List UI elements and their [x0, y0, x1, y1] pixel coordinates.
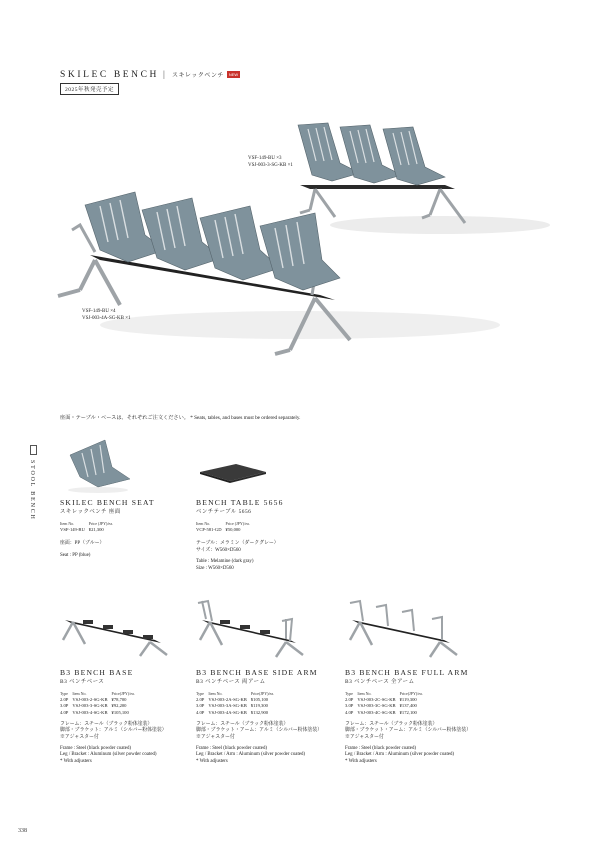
- price-table: [60, 521, 117, 533]
- type: 3.0P: [196, 703, 205, 709]
- price: ¥105,100: [250, 697, 269, 703]
- item-number: VSJ-003-3C-SG-KB: [357, 703, 396, 709]
- title-en: SKILEC BENCH: [60, 70, 160, 80]
- product-bench-seat: [60, 498, 185, 559]
- price: ¥78,700: [111, 697, 127, 703]
- hero-bench-4-seat-image: [50, 180, 490, 360]
- column-header: Type: [60, 691, 68, 696]
- side-marker: [30, 445, 37, 455]
- column-header: Item No.: [196, 521, 211, 526]
- material-en: Seat : PP (blue): [60, 552, 91, 558]
- b3-bench-base-image: [55, 600, 175, 660]
- material-en: * With adjusters: [345, 758, 377, 764]
- product-subtitle: B3 ベンチベース 両アーム: [196, 679, 266, 685]
- type: 3.0P: [60, 703, 69, 709]
- column-header: Price(JPY)/ea.: [250, 691, 275, 696]
- price-table: [345, 691, 427, 716]
- product-subtitle: スキレックベンチ 座面: [60, 509, 121, 515]
- product-title: BENCH TABLE 5656: [196, 498, 284, 507]
- material-jp: ※アジャスター付: [345, 734, 384, 740]
- type: 4.0P: [60, 709, 69, 715]
- material-jp: フレーム：スチール（ブラック粉体塗装）: [60, 721, 153, 727]
- material-jp: 座面：PP（ブルー）: [60, 541, 105, 547]
- price: ¥119,300: [250, 703, 268, 709]
- new-badge: NEW: [228, 72, 239, 78]
- caption-line: VSJ-003-4A-SG-KB ×1: [82, 315, 131, 321]
- type: 2.0P: [60, 697, 69, 703]
- material-jp: フレーム：スチール（ブラック粉体塗装）: [345, 721, 438, 727]
- b3-bench-base-full-arm-image: [340, 595, 465, 660]
- material-en: Frame : Steel (black powder coated): [60, 746, 132, 752]
- column-header: Price (JPY)/ea.: [88, 521, 113, 526]
- product-title: SKILEC BENCH SEAT: [60, 498, 155, 507]
- product-subtitle: ベンチテーブル 5656: [196, 509, 252, 515]
- price: ¥137,400: [399, 703, 417, 709]
- item-number: VSJ-003-4C-SG-KB: [357, 709, 396, 715]
- caption-line: VSJ-003-3-SG-KB ×1: [248, 162, 293, 168]
- material-en: * With adjusters: [60, 758, 92, 764]
- material-en: Table : Melamine (dark gray): [196, 559, 254, 565]
- type: 4.0P: [196, 709, 205, 715]
- item-number: VCP-581-GD: [196, 527, 222, 533]
- caption-line: VSF-149-BU ×4: [82, 309, 116, 314]
- type: 3.0P: [345, 703, 354, 709]
- price: ¥50,000: [225, 527, 241, 533]
- table-row: [60, 710, 139, 716]
- type: 4.0P: [345, 709, 354, 715]
- price-table: [196, 691, 278, 716]
- material-jp: 脚部・ブラケット・アーム：アルミ（シルバー粉体塗装）: [345, 728, 472, 734]
- product-bench-table: [196, 498, 336, 572]
- seats: [85, 192, 340, 290]
- item-number: VSJ-003-2-SG-KB: [72, 697, 108, 703]
- price-table: [60, 691, 139, 716]
- column-header: Price(JPY)/ea.: [399, 691, 423, 696]
- column-header: Price(JPY)/ea.: [111, 691, 135, 696]
- title-separator: |: [163, 70, 165, 80]
- product-subtitle: B3 ベンチベース: [60, 679, 105, 685]
- item-number: VSF-149-BU: [60, 527, 85, 533]
- page-number: 338: [18, 828, 27, 834]
- item-number: VSJ-003-4A-SG-KB: [208, 709, 247, 715]
- material-en: Frame : Steel (black powder coated): [196, 746, 268, 752]
- b3-bench-base-side-arm-image: [190, 595, 310, 660]
- product-title: B3 BENCH BASE: [60, 668, 134, 677]
- column-header: Item No.: [60, 521, 75, 526]
- item-number: VSJ-003-3-SG-KB: [72, 703, 108, 709]
- caption-line: VSF-149-BU ×3: [248, 156, 282, 161]
- type: 2.0P: [345, 697, 354, 703]
- table-row: [345, 710, 427, 716]
- column-header: Type: [196, 691, 204, 696]
- price: ¥132,900: [250, 709, 269, 715]
- price-table: [196, 521, 254, 533]
- price: ¥21,300: [88, 527, 104, 533]
- title-jp: スキレックベンチ: [171, 73, 224, 79]
- price: ¥119,300: [399, 697, 417, 703]
- item-number: VSJ-003-2C-SG-KB: [357, 697, 396, 703]
- item-number: VSJ-003-3A-SG-KB: [208, 703, 247, 709]
- material-en: Leg / Bracket / Arm : Aluminum (silver powder coated): [196, 752, 306, 758]
- table-row: [196, 703, 278, 709]
- column-header: Item No.: [357, 691, 372, 696]
- product-title: B3 BENCH BASE SIDE ARM: [196, 668, 318, 677]
- material-jp: 脚部・ブラケット・アーム：アルミ（シルバー粉体塗装）: [196, 728, 323, 734]
- column-header: Price (JPY)/ea.: [225, 521, 250, 526]
- material-jp: ※アジャスター付: [60, 734, 99, 740]
- material-en: * With adjusters: [196, 758, 228, 764]
- type: 2.0P: [196, 697, 205, 703]
- product-b3-bench-base: [60, 668, 195, 765]
- column-header: Item No.: [208, 691, 223, 696]
- column-header: Type: [345, 691, 353, 696]
- item-number: VSJ-003-4-SG-KB: [72, 709, 108, 715]
- material-jp: ※アジャスター付: [196, 734, 235, 740]
- item-number: VSJ-003-2A-SG-KB: [208, 697, 247, 703]
- page-title: [60, 70, 240, 80]
- product-title: B3 BENCH BASE FULL ARM: [345, 668, 469, 677]
- bench-seat-image: [60, 435, 135, 495]
- side-category-label: STOOL BENCH: [29, 460, 35, 521]
- price: ¥172,100: [399, 709, 417, 715]
- product-b3-bench-base-side-arm: [196, 668, 341, 765]
- hero-caption-upper: [248, 156, 293, 169]
- column-header: Item No.: [72, 691, 87, 696]
- material-jp: フレーム：スチール（ブラック粉体塗装）: [196, 721, 289, 727]
- order-note: 座面・テーブル・ベースは、それぞれご注文ください。 * Seats, tables, and bases must be ordered separately.: [60, 415, 301, 421]
- material-en: Leg / Bracket : Aluminum (silver powder coated): [60, 752, 157, 758]
- material-en: Leg / Bracket / Arm : Aluminum (silver powder coated): [345, 752, 455, 758]
- material-jp: テーブル：メラミン（ダークグレー）: [196, 541, 279, 547]
- release-note: 2025年秋発売予定: [60, 83, 119, 95]
- bench-table-image: [198, 462, 268, 484]
- material-en: Size : W560×D560: [196, 565, 234, 571]
- price: ¥105,100: [111, 709, 129, 715]
- material-en: Frame : Steel (black powder coated): [345, 746, 417, 752]
- table-row: [345, 703, 427, 709]
- price: ¥92,200: [111, 703, 127, 709]
- table-row: [196, 710, 278, 716]
- material-jp: 脚部・ブラケット：アルミ（シルバー粉体塗装）: [60, 728, 167, 734]
- material-jp: サイズ：W560×D560: [196, 547, 241, 553]
- product-subtitle: B3 ベンチベース 全アーム: [345, 679, 415, 685]
- hero-caption-lower: [82, 309, 131, 322]
- product-b3-bench-base-full-arm: [345, 668, 495, 765]
